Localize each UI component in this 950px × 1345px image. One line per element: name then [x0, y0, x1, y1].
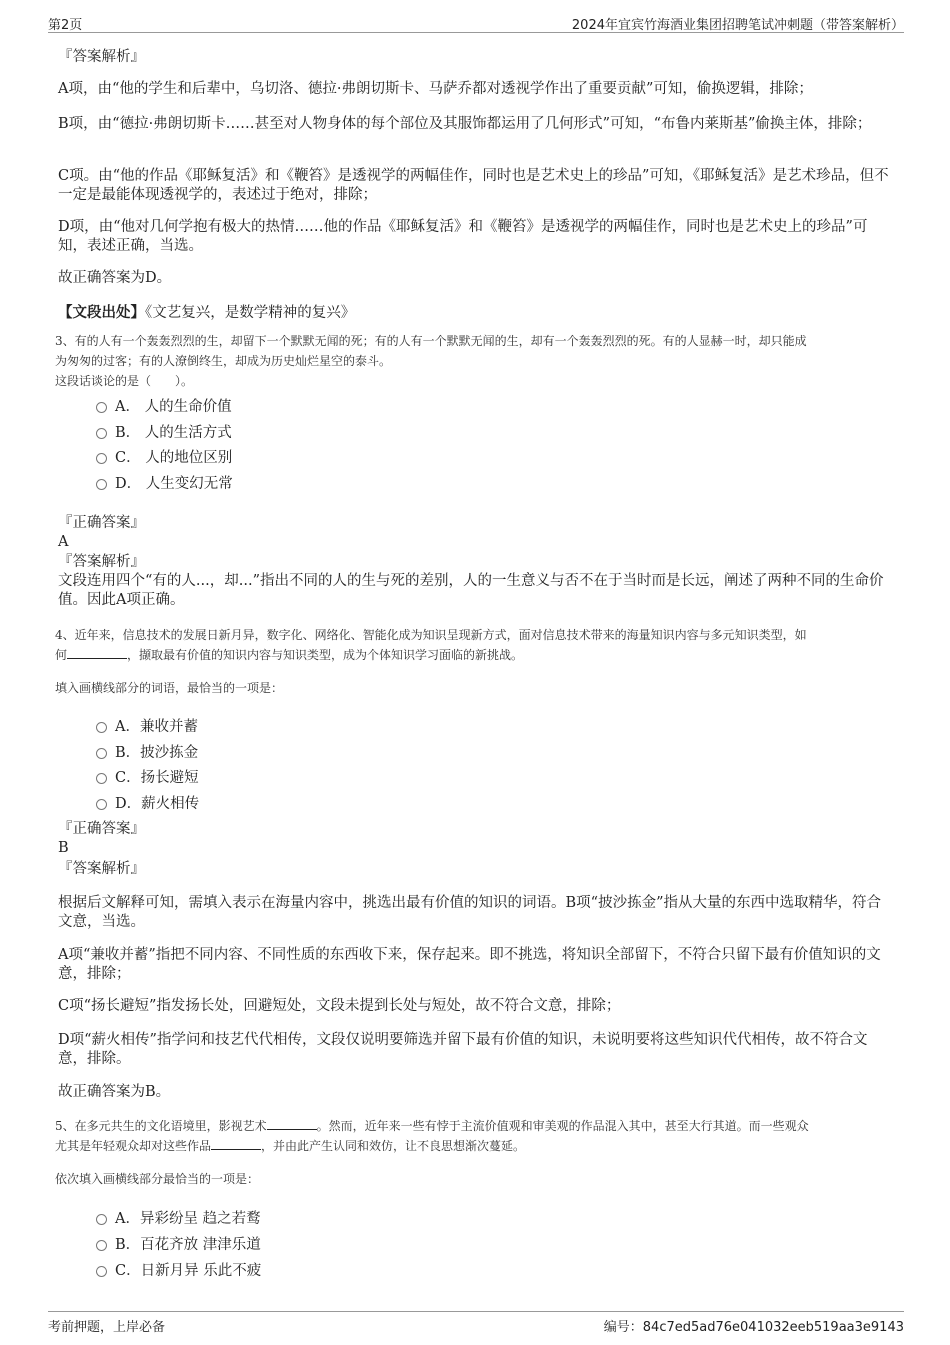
q3-option-a[interactable]: A． 人的生命价值	[96, 395, 232, 416]
blank-line	[267, 1117, 317, 1130]
page-footer	[48, 1311, 904, 1335]
q4-correct-label: 『正确答案』	[58, 821, 145, 837]
q3-analysis-label: 『答案解析』	[58, 554, 145, 570]
q2-source-label: 【文段出处】	[58, 304, 145, 321]
q2-analysis-a: A项，由“他的学生和后辈中，乌切洛、德拉·弗朗切斯卡、马萨乔都对透视学作出了重要贡献”可知，偷换逻辑，排除；	[58, 81, 813, 97]
blank-line	[211, 1137, 261, 1150]
q4-conclusion: 故正确答案为B。	[58, 1084, 171, 1100]
q4-prompt: 填入画横线部分的词语，最恰当的一项是：	[55, 681, 284, 695]
q4-option-d[interactable]: D．薪火相传	[96, 792, 199, 813]
radio-icon[interactable]	[96, 1214, 107, 1225]
radio-icon[interactable]	[96, 479, 107, 490]
q2-analysis-b: B项，由“德拉·弗朗切斯卡……甚至对人物身体的每个部位及其服饰都运用了几何形式”可知，“布鲁内莱斯基”偷换主体，排除；	[58, 116, 872, 132]
q4-analysis-p1: 根据后文解释可知，需填入表示在海量内容中，挑选出最有价值的知识的词语。B项“披沙拣金”指从大量的东西中选取精华，符合文意，当选。	[58, 895, 881, 930]
document-code: 编号：84c7ed5ad76e041032eeb519aa3e9143	[603, 1320, 904, 1335]
page-header	[48, 12, 904, 33]
q2-source-text: 《文艺复兴，是数学精神的复兴》	[145, 305, 356, 321]
q5-option-b[interactable]: B．百花齐放 津津乐道	[96, 1233, 261, 1254]
q3-option-d[interactable]: D． 人生变幻无常	[96, 472, 233, 493]
q2-analysis-label: 『答案解析』	[58, 49, 145, 65]
q4-correct-answer: B	[58, 840, 69, 856]
q3-correct-label: 『正确答案』	[58, 515, 145, 531]
page-number: 第2页	[48, 18, 83, 33]
q4-option-b[interactable]: B．披沙拣金	[96, 741, 198, 762]
q3-option-c[interactable]: C． 人的地位区别	[96, 446, 232, 467]
q4-option-a[interactable]: A．兼收并蓄	[96, 715, 198, 736]
q5-option-c[interactable]: C．日新月异 乐此不疲	[96, 1259, 261, 1280]
q5-stem-line1: 5、在多元共生的文化语境里，影视艺术 。然而，近年来一些有悖于主流价值观和审美观的作品混入其中，甚至大行其道。而一些观众	[55, 1119, 809, 1133]
radio-icon[interactable]	[96, 1266, 107, 1277]
q4-analysis-label: 『答案解析』	[58, 861, 145, 877]
q2-conclusion: 故正确答案为D。	[58, 270, 172, 286]
q3-option-b[interactable]: B． 人的生活方式	[96, 421, 232, 442]
q5-stem-line2: 尤其是年轻观众却对这些作品 ，并由此产生认同和效仿，让不良思想渐次蔓延。	[55, 1139, 526, 1153]
radio-icon[interactable]	[96, 773, 107, 784]
radio-icon[interactable]	[96, 402, 107, 413]
q4-analysis-p4: D项“薪火相传”指学问和技艺代代相传，文段仅说明要筛选并留下最有价值的知识，未说明要将这些知识代代相传，故不符合文意，排除。	[58, 1032, 868, 1067]
blank-line	[67, 646, 127, 659]
q3-stem-line1: 3、有的人有一个轰轰烈烈的生，却留下一个默默无闻的死；有的人有一个默默无闻的生，却有一个轰轰烈烈的死。有的人显赫一时，却只能成	[55, 334, 807, 348]
document-title: 2024年宜宾竹海酒业集团招聘笔试冲刺题（带答案解析）	[571, 18, 904, 33]
q4-analysis-p2: A项“兼收并蓄”指把不同内容、不同性质的东西收下来，保存起来。即不挑选，将知识全部留下，不符合只留下最有价值知识的文意，排除；	[58, 947, 881, 982]
q3-stem-line3: 这段话谈论的是（ ）。	[55, 374, 194, 388]
radio-icon[interactable]	[96, 428, 107, 439]
q4-option-c[interactable]: C．扬长避短	[96, 766, 199, 787]
q2-analysis-c: C项。由“他的作品《耶稣复活》和《鞭笞》是透视学的两幅佳作，同时也是艺术史上的珍品”可知，《耶稣复活》是艺术珍品，但不一定是最能体现透视学的，表述过于绝对，排除；	[58, 168, 889, 203]
q2-analysis-d: D项，由“他对几何学抱有极大的热情……他的作品《耶稣复活》和《鞭笞》是透视学的两幅佳作，同时也是艺术史上的珍品”可知，表述正确，当选。	[58, 219, 868, 254]
q4-stem-line2: 何 ，撷取最有价值的知识内容与知识类型，成为个体知识学习面临的新挑战。	[55, 648, 524, 662]
q3-correct-answer: A	[58, 534, 69, 550]
radio-icon[interactable]	[96, 722, 107, 733]
footer-slogan: 考前押题，上岸必备	[48, 1320, 166, 1335]
radio-icon[interactable]	[96, 799, 107, 810]
q5-prompt: 依次填入画横线部分最恰当的一项是：	[55, 1172, 260, 1186]
radio-icon[interactable]	[96, 748, 107, 759]
radio-icon[interactable]	[96, 1240, 107, 1251]
q4-analysis-p3: C项“扬长避短”指发扬长处，回避短处，文段未提到长处与短处，故不符合文意，排除；	[58, 998, 621, 1014]
radio-icon[interactable]	[96, 453, 107, 464]
q5-option-a[interactable]: A．异彩纷呈 趋之若鹜	[96, 1207, 261, 1228]
q2-source	[58, 303, 893, 323]
q3-stem-line2: 为匆匆的过客；有的人潦倒终生，却成为历史灿烂星空的泰斗。	[55, 354, 392, 368]
q4-stem-line1: 4、近年来，信息技术的发展日新月异，数字化、网络化、智能化成为知识呈现新方式，面对信息技术带来的海量知识内容与多元知识类型，如	[55, 628, 807, 642]
q3-analysis: 文段连用四个“有的人...，却...”指出不同的人的生与死的差别，人的一生意义与否不在于当时而是长远，阐述了两种不同的生命价值。因此A项正确。	[58, 573, 884, 608]
